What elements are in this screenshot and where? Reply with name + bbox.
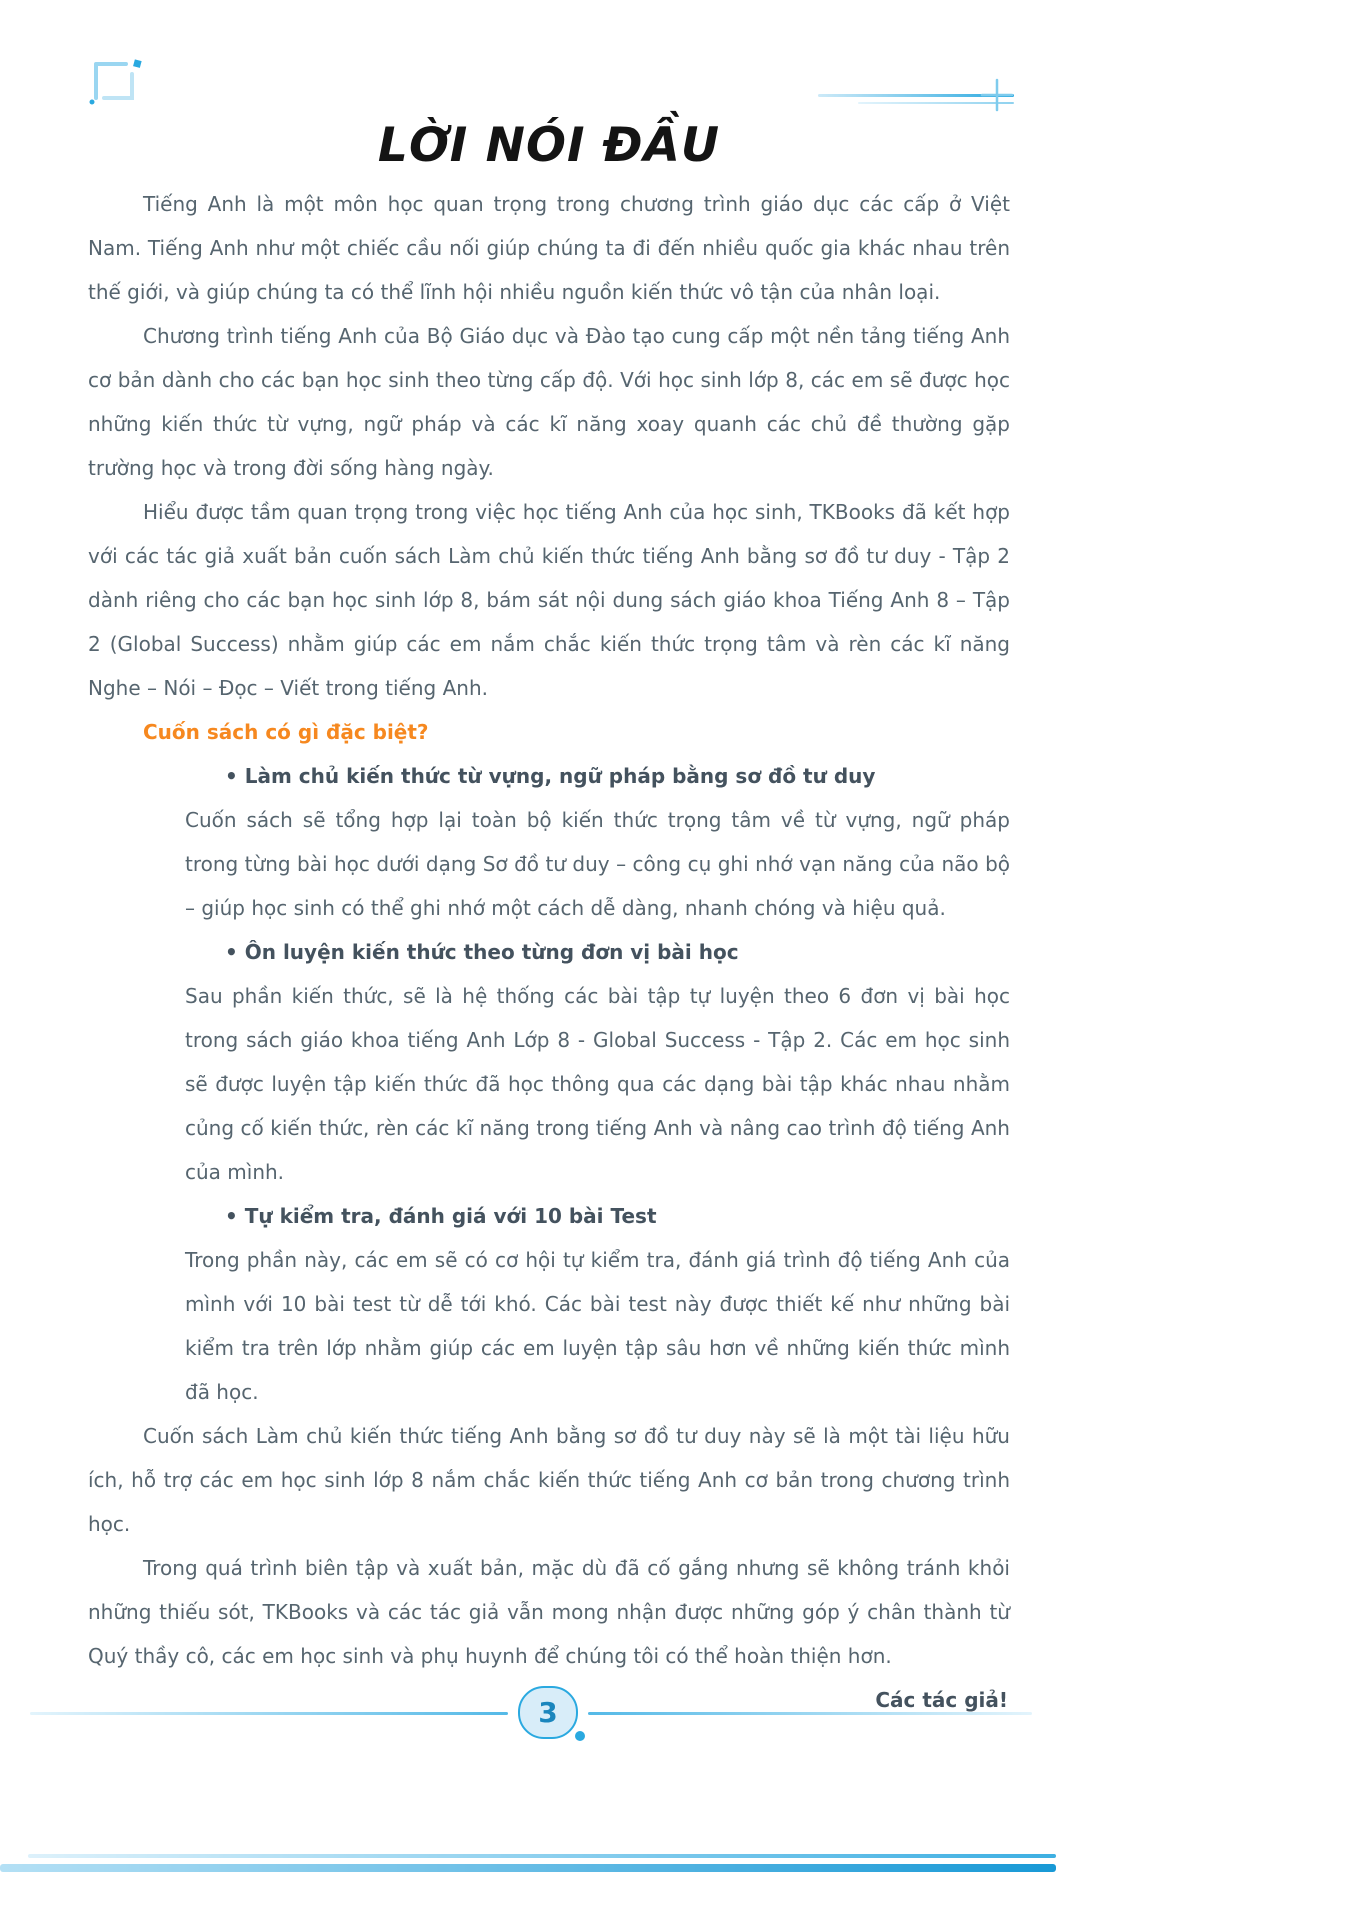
footer-rule-right — [588, 1712, 1032, 1715]
feature-2-title: • Ôn luyện kiến thức theo từng đơn vị bài học — [225, 940, 739, 964]
footer-rule-left — [30, 1712, 508, 1715]
header-rule — [818, 84, 1018, 114]
feature-1-body: Cuốn sách sẽ tổng hợp lại toàn bộ kiến thức trọng tâm về từ vựng, ngữ pháp trong từng bài học dưới dạng Sơ đồ tư duy – công cụ ghi nhớ vạn năng của não bộ – giúp học sinh có thể ghi nhớ một cách dễ dàng, nhanh chóng và hiệu quả. — [185, 808, 1010, 920]
feature-2-body: Sau phần kiến thức, sẽ là hệ thống các bài tập tự luyện theo 6 đơn vị bài học trong sách giáo khoa tiếng Anh Lớp 8 - Global Success - Tập 2. Các em học sinh sẽ được luyện tập kiến thức đã học thông qua các dạng bài tập khác nhau nhằm củng cố kiến thức, rèn các kĩ năng trong tiếng Anh và nâng cao trình độ tiếng Anh của mình. — [185, 984, 1010, 1184]
closing-paragraph-2: Trong quá trình biên tập và xuất bản, mặc dù đã cố gắng nhưng sẽ không tránh khỏi những thiếu sót, TKBooks và các tác giả vẫn mong nhận được những góp ý chân thành từ Quý thầy cô, các em học sinh và phụ huynh để chúng tôi có thể hoàn thiện hơn. — [88, 1556, 1010, 1668]
plus-mark-icon — [980, 78, 1014, 116]
page-number-badge — [518, 1686, 578, 1739]
bottom-rule-bottom — [0, 1864, 1056, 1872]
feature-1-title: • Làm chủ kiến thức từ vựng, ngữ pháp bằng sơ đồ tư duy — [225, 764, 876, 788]
authors-signature: Các tác giả! — [875, 1688, 1008, 1712]
feature-3-body: Trong phần này, các em sẽ có cơ hội tự kiểm tra, đánh giá trình độ tiếng Anh của mình với 10 bài test từ dễ tới khó. Các bài test này được thiết kế như những bài kiểm tra trên lớp nhằm giúp các em luyện tập sâu hơn về những kiến thức mình đã học. — [185, 1248, 1010, 1404]
feature-3-title: • Tự kiểm tra, đánh giá với 10 bài Test — [225, 1204, 657, 1228]
corner-frame-icon — [82, 52, 154, 114]
features-heading: Cuốn sách có gì đặc biệt? — [143, 720, 429, 744]
closing-paragraph-1: Cuốn sách Làm chủ kiến thức tiếng Anh bằng sơ đồ tư duy này sẽ là một tài liệu hữu ích, hỗ trợ các em học sinh lớp 8 nắm chắc kiến thức tiếng Anh cơ bản trong chương trình học. — [88, 1424, 1010, 1536]
footer-dot-accent — [575, 1731, 585, 1741]
bottom-rule-top — [28, 1854, 1056, 1858]
preface-body — [88, 182, 1010, 1722]
page-title: LỜI NÓI ĐẦU — [377, 118, 721, 173]
page-number: 3 — [538, 1696, 558, 1729]
intro-paragraph-1: Tiếng Anh là một môn học quan trọng trong chương trình giáo dục các cấp ở Việt Nam. Tiếng Anh như một chiếc cầu nối giúp chúng ta đi đến nhiều quốc gia khác nhau trên thế giới, và giúp chúng ta có thể lĩnh hội nhiều nguồn kiến thức vô tận của nhân loại. — [88, 192, 1010, 304]
intro-paragraph-3: Hiểu được tầm quan trọng trong việc học tiếng Anh của học sinh, TKBooks đã kết hợp với các tác giả xuất bản cuốn sách Làm chủ kiến thức tiếng Anh bằng sơ đồ tư duy - Tập 2 dành riêng cho các bạn học sinh lớp 8, bám sát nội dung sách giáo khoa Tiếng Anh 8 – Tập 2 (Global Success) nhằm giúp các em nắm chắc kiến thức trọng tâm và rèn các kĩ năng Nghe – Nói – Đọc – Viết trong tiếng Anh. — [88, 500, 1010, 700]
intro-paragraph-2: Chương trình tiếng Anh của Bộ Giáo dục và Đào tạo cung cấp một nền tảng tiếng Anh cơ bản dành cho các bạn học sinh theo từng cấp độ. Với học sinh lớp 8, các em sẽ được học những kiến thức từ vựng, ngữ pháp và các kĩ năng xoay quanh các chủ đề thường gặp trường học và trong đời sống hàng ngày. — [88, 324, 1010, 480]
